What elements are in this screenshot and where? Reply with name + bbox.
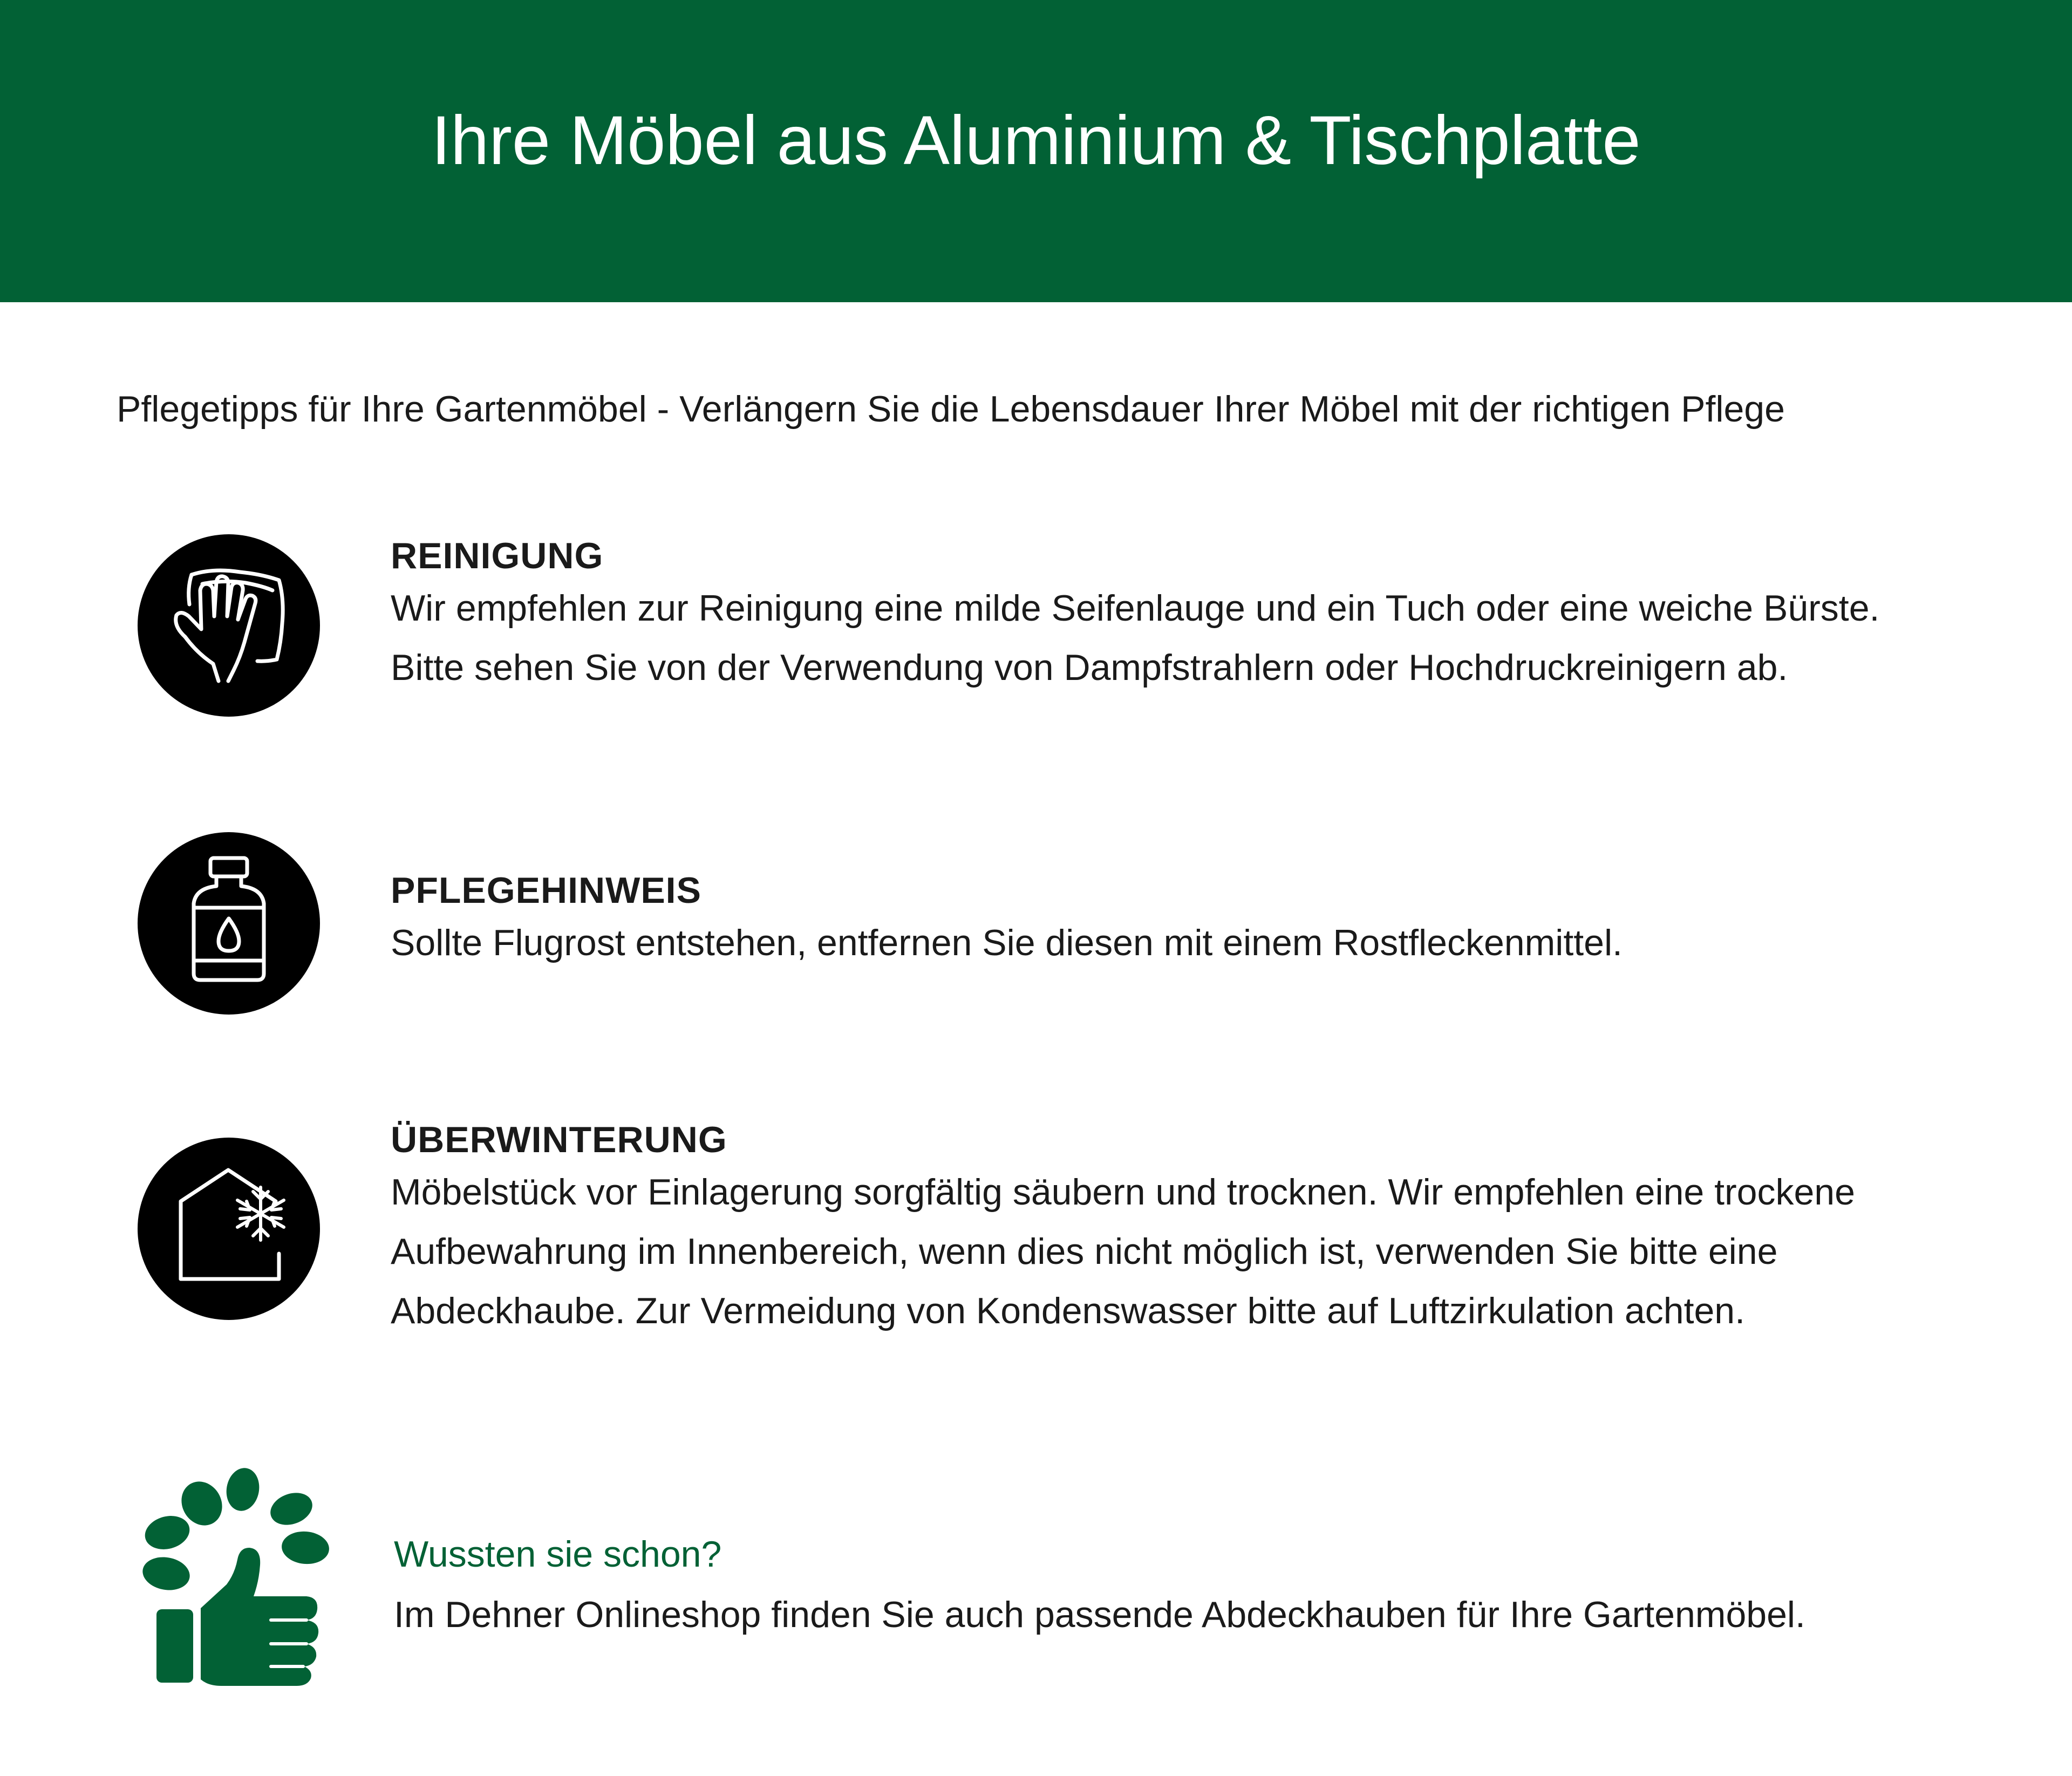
section-heading: ÜBERWINTERUNG [391, 1119, 727, 1160]
section-pflegehinweis-text [391, 869, 2031, 972]
thumbs-up-leaves-icon [135, 1468, 335, 1689]
section-heading: PFLEGEHINWEIS [391, 870, 701, 911]
intro-text: Pflegetipps für Ihre Gartenmöbel - Verlängern Sie die Lebensdauer Ihrer Möbel mit der richtigen Pflege [117, 389, 1785, 430]
section-line: Möbelstück vor Einlagerung sorgfältig säubern und trocknen. Wir empfehlen eine trockene [391, 1171, 1855, 1213]
tip-text-block [394, 1533, 2034, 1637]
hand-wiping-cloth-icon [138, 534, 320, 717]
section-line: Abdeckhaube. Zur Vermeidung von Kondenswasser bitte auf Luftzirkulation achten. [391, 1290, 1745, 1331]
tip-text: Im Dehner Onlineshop finden Sie auch passende Abdeckhauben für Ihre Gartenmöbel. [394, 1594, 1805, 1635]
page-title: Ihre Möbel aus Aluminium & Tischplatte [431, 101, 1641, 179]
section-ueberwinterung-text [391, 1118, 2031, 1340]
section-line: Sollte Flugrost entstehen, entfernen Sie diesen mit einem Rostfleckenmittel. [391, 922, 1623, 963]
header-banner [0, 0, 2072, 302]
care-bottle-icon [138, 832, 320, 1015]
section-line: Bitte sehen Sie von der Verwendung von Dampfstrahlern oder Hochdruckreinigern ab. [391, 647, 1788, 688]
tip-title: Wussten sie schon? [394, 1534, 722, 1575]
section-heading: REINIGUNG [391, 535, 604, 576]
house-snowflake-icon [138, 1138, 320, 1320]
section-reinigung-text [391, 534, 2031, 697]
section-line: Aufbewahrung im Innenbereich, wenn dies nicht möglich ist, verwenden Sie bitte eine [391, 1230, 1778, 1272]
section-line: Wir empfehlen zur Reinigung eine milde Seifenlauge und ein Tuch oder eine weiche Bürste. [391, 587, 1880, 629]
